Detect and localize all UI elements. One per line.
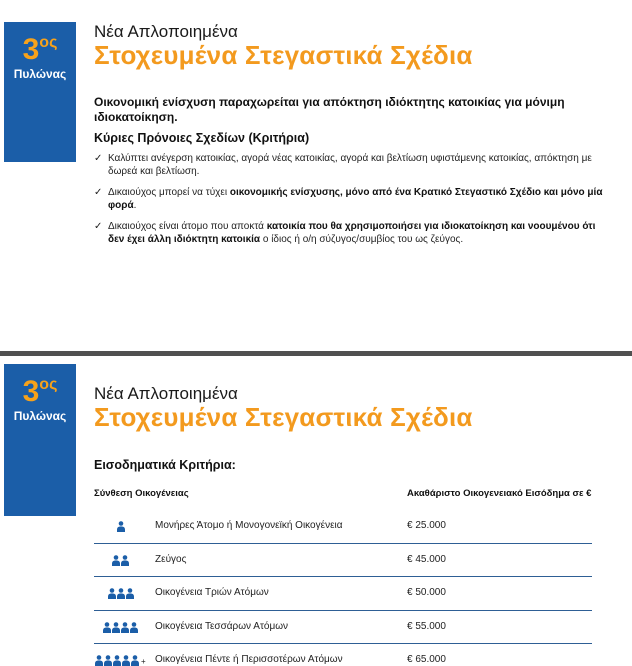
income-amount: € 50.000	[407, 587, 446, 598]
plus-sign: +	[141, 657, 146, 666]
pillar-label: Πυλώνας	[13, 67, 67, 81]
criteria-item: ✓ Δικαιούχος μπορεί να τύχει οικονομικής ενίσχυσης, μόνο από ένα Κρατικό Στεγαστικό Σχέδιο και μόνο μία φορά.	[94, 187, 603, 211]
person-icon	[126, 588, 134, 599]
household-type: Ζεύγος	[155, 553, 187, 565]
person-icon	[131, 655, 139, 666]
people-icon-group	[94, 510, 148, 543]
person-icon	[112, 622, 120, 633]
table-row	[94, 544, 592, 578]
household-type: Οικογένεια Πέντε ή Περισσοτέρων Ατόμων	[155, 654, 343, 665]
person-icon	[117, 588, 125, 599]
person-icon	[121, 555, 129, 566]
person-icon	[121, 622, 129, 633]
page-subtitle: Νέα Απλοποιημένα	[94, 384, 238, 403]
table-row	[94, 611, 592, 645]
income-amount: € 25.000	[407, 520, 446, 531]
check-icon: ✓	[94, 187, 103, 198]
table-row	[94, 510, 592, 544]
check-icon: ✓	[94, 153, 103, 164]
intro-text: Οικονομική ενίσχυση παραχωρείται για απόκτηση ιδιόκτητης κατοικίας για μόνιμη ιδιοκατοίκηση.	[94, 95, 565, 124]
pillar-badge	[4, 22, 76, 162]
people-icon-group	[94, 577, 148, 610]
pillar-number: $3^{o\varsigma}$	[22, 375, 58, 408]
person-icon	[113, 655, 121, 666]
person-icon	[122, 655, 130, 666]
pillar-badge	[4, 364, 76, 516]
person-icon	[112, 555, 120, 566]
page-subtitle: Νέα Απλοποιημένα	[94, 22, 238, 41]
income-amount: € 55.000	[407, 620, 446, 632]
people-icon-group	[94, 644, 148, 666]
criteria-heading: Κύριες Πρόνοιες Σχεδίων (Κριτήρια)	[94, 131, 310, 145]
column-header-income: Ακαθάριστο Οικογενειακό Εισόδημα σε €	[407, 488, 592, 499]
slide-income-criteria	[0, 356, 632, 666]
criteria-item: ✓ Καλύπτει ανέγερση κατοικίας, αγορά νέας κατοικίας, αγορά και βελτίωση υφιστάμενης κατοικίας, απόκτηση με δωρεά και βελτίωση.	[94, 153, 592, 177]
income-criteria-heading: Εισοδηματικά Κριτήρια:	[94, 458, 236, 472]
column-header-household: Σύνθεση Οικογένειας	[94, 488, 189, 499]
person-icon	[130, 622, 138, 633]
income-table	[94, 510, 592, 666]
table-row	[94, 577, 592, 611]
household-type: Μονήρες Άτομο ή Μονογονεϊκή Οικογένεια	[155, 520, 343, 531]
people-icon-group	[94, 611, 148, 644]
income-amount: € 65.000	[407, 654, 446, 665]
people-icon-group	[94, 544, 148, 577]
person-icon	[103, 622, 111, 633]
person-icon	[95, 655, 103, 666]
pillar-label: Πυλώνας	[13, 409, 67, 423]
criteria-item: ✓ Δικαιούχος είναι άτομο που αποκτά κατοικία που θα χρησιμοποιήσει για ιδιοκατοίκηση και νοουμένου ότι δεν έχει άλλη ιδιόκτητη κατοικία ο ίδιος ή ο/η σύζυγος/συμβίος του ως ζεύγος.	[94, 221, 596, 245]
household-type: Οικογένεια Τριών Ατόμων	[155, 587, 269, 598]
page-title: Στοχευμένα Στεγαστικά Σχέδια	[94, 402, 473, 432]
table-row	[94, 644, 592, 666]
person-icon	[117, 521, 125, 532]
page-title: Στοχευμένα Στεγαστικά Σχέδια	[94, 40, 473, 70]
income-amount: € 45.000	[407, 553, 446, 565]
criteria-list	[94, 152, 604, 254]
pillar-number: $3^{o\varsigma}$	[22, 33, 58, 66]
person-icon	[108, 588, 116, 599]
household-type: Οικογένεια Τεσσάρων Ατόμων	[155, 620, 289, 632]
person-icon	[104, 655, 112, 666]
check-icon: ✓	[94, 221, 103, 232]
